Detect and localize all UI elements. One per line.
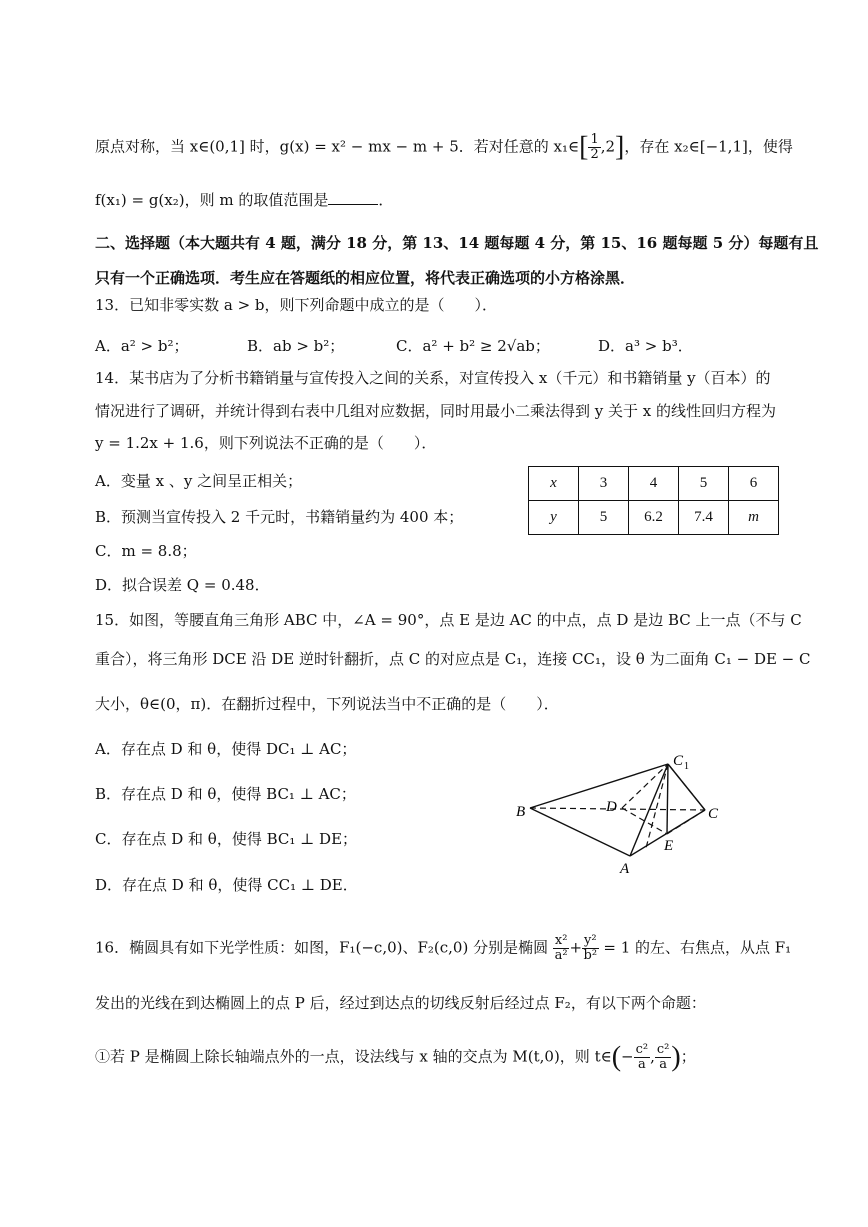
- q13-option-a: A．a² > b²；: [95, 337, 189, 355]
- q16-stem-line2: 发出的光线在到达椭圆上的点 P 后，经过到达点的切线反射后经过点 F₂，有以下两个命题：: [95, 994, 706, 1012]
- fraction-half: $\frac{1}{2}$: [590, 132, 599, 162]
- table-cell: 6.2: [629, 501, 679, 535]
- q14-option-c: C．m = 8.8；: [95, 542, 197, 560]
- edge-d-e-dashed: [622, 808, 667, 834]
- q12-line1: 原点对称，当 x∈(0,1] 时，g(x) = x² − mx − m + 5．若对任意的 x₁∈[ $\frac{1}{2}$ ,2]，存在 x₂∈[−1,1]，使得: [95, 131, 793, 163]
- label-b: B: [516, 804, 526, 820]
- edge-c1-e: [667, 764, 668, 834]
- q13-option-b: B．ab > b²；: [247, 337, 345, 355]
- table-cell: 4: [629, 467, 679, 501]
- q15-stem-line3: 大小，θ∈(0，π)．在翻折过程中，下列说法当中不正确的是（ ）．: [95, 695, 559, 713]
- q12-line2: f(x₁) = g(x₂)，则 m 的取值范围是 ．: [95, 191, 394, 209]
- q16-stem-line1: 16．椭圆具有如下光学性质：如图，F₁(−c,0)、F₂(c,0) 分别是椭圆 $\frac{\text{x²}}{\text{a²}}$ + $\frac{\text{y²}}{\text{b²}}$ = 1 的左、右焦点，从点 F₁: [95, 933, 792, 963]
- q15-option-c: C．存在点 D 和 θ，使得 BC₁ ⊥ DE；: [95, 830, 358, 848]
- q14-stem-line3: y = 1.2x + 1.6，则下列说法不正确的是（ ）．: [95, 434, 437, 452]
- interval-left-fraction: $\frac{\text{c²}}{a}$: [635, 1042, 649, 1072]
- label-e: E: [664, 838, 674, 854]
- table-cell: m: [729, 501, 779, 535]
- q14-stem-line2: 情况进行了调研，并统计得到右表中几组对应数据，同时用最小二乘法得到 y 关于 x 的线性回归方程为: [95, 402, 777, 420]
- section2-heading-line1: 二、选择题（本大题共有 4 题，满分 18 分，第 13、14 题每题 4 分，第 15、16 题每题 5 分）每题有且: [95, 234, 819, 252]
- q15-option-b: B．存在点 D 和 θ，使得 BC₁ ⊥ AC；: [95, 785, 356, 803]
- q14-option-d: D．拟合误差 Q = 0.48．: [95, 576, 270, 594]
- q14-option-a: A．变量 x 、y 之间呈正相关；: [95, 472, 303, 490]
- q13-option-c: C．a² + b² ≥ 2√ab；: [396, 337, 550, 355]
- q14-data-table: [528, 466, 779, 535]
- q13-stem: 13．已知非零实数 a > b，则下列命题中成立的是（ ）．: [95, 296, 498, 314]
- q15-stem-line1: 15．如图，等腰直角三角形 ABC 中，∠A = 90°，点 E 是边 AC 的中点，点 D 是边 BC 上一点（不与 C: [95, 611, 802, 629]
- edge-b-c1: [530, 764, 668, 808]
- interval-right-fraction: $\frac{\text{c²}}{a}$: [656, 1042, 670, 1072]
- label-a: A: [620, 861, 630, 877]
- edge-b-c-dashed: [530, 808, 705, 810]
- label-d: D: [606, 799, 617, 815]
- section2-heading-line2: 只有一个正确选项．考生应在答题纸的相应位置，将代表正确选项的小方格涂黑．: [95, 269, 636, 287]
- ellipse-x-fraction: $\frac{\text{x²}}{\text{a²}}$: [554, 933, 568, 963]
- q15-option-d: D．存在点 D 和 θ，使得 CC₁ ⊥ DE．: [95, 876, 358, 894]
- q14-stem-line1: 14．某书店为了分析书籍销量与宣传投入之间的关系，对宣传投入 x（千元）和书籍销量 y（百本）的: [95, 369, 771, 387]
- table-row: [529, 501, 779, 535]
- q14-option-b: B．预测当宣传投入 2 千元时，书籍销量约为 400 本；: [95, 508, 464, 526]
- q15-option-a: A．存在点 D 和 θ，使得 DC₁ ⊥ AC；: [95, 740, 357, 758]
- table-cell: 5: [579, 501, 629, 535]
- table-cell: 7.4: [679, 501, 729, 535]
- answer-blank: [328, 190, 378, 205]
- label-c1-subscript: 1: [684, 761, 689, 772]
- table-row: [529, 467, 779, 501]
- table-cell: y: [529, 501, 579, 535]
- q15-stem-line2: 重合），将三角形 DCE 沿 DE 逆时针翻折，点 C 的对应点是 C₁，连接 CC₁，设 θ 为二面角 C₁ − DE − C: [95, 650, 811, 668]
- table-cell: 3: [579, 467, 629, 501]
- folded-triangle-figure: [510, 748, 740, 878]
- table-cell: 5: [679, 467, 729, 501]
- edge-b-a: [530, 808, 630, 856]
- q13-option-d: D．a³ > b³．: [598, 337, 693, 355]
- label-c1: C: [673, 753, 684, 769]
- table-cell: 6: [729, 467, 779, 501]
- table-cell: x: [529, 467, 579, 501]
- ellipse-y-fraction: $\frac{\text{y²}}{\text{b²}}$: [583, 933, 598, 963]
- label-c: C: [708, 806, 719, 822]
- q16-item1: ①若 P 是椭圆上除长轴端点外的一点，设法线与 x 轴的交点为 M(t,0)，则 t∈(− $\frac{\text{c²}}{a}$ , $\frac{\text{c²}}{a}$ )；: [95, 1041, 696, 1073]
